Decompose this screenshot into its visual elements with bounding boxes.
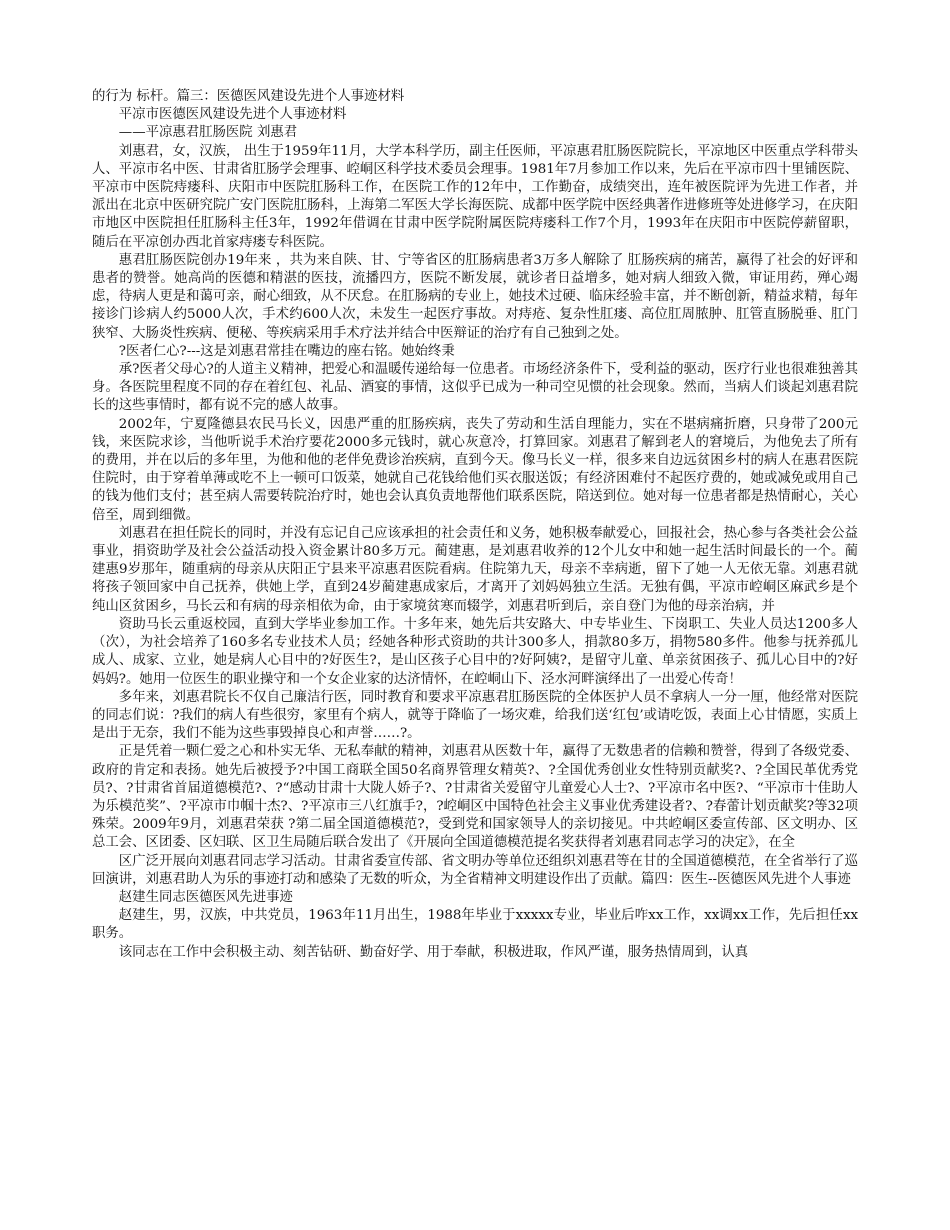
document-body <box>92 88 858 962</box>
paragraph: 赵建生同志医德医风先进事迹 <box>118 889 293 905</box>
paragraph: 平凉市医德医风建设先进个人事迹材料 <box>118 107 347 123</box>
paragraph: 2002年，宁夏隆德县农民马长义，因患严重的肛肠疾病，丧失了劳动和生活自理能力，实在不堪病痛折磨，只身带了200元钱，来医院求诊，当他听说手术治疗要花2000多元钱时，就心灰意冷，打算回家。刘惠君了解到老人的窘境后，为他免去了所有的费用，并在以后的多年里，为他和他的老伴免费诊治疾病，直到今天。像马长义一样，很多来自边远贫困乡村的病人在惠君医院住院时，由于穿着单薄或吃不上一顿可口饭菜，她就自己花钱给他们买衣服送饭；有经济困难付不起医疗费的，她或减免或用自己的钱为他们支付；甚至病人需要转院治疗时，她也会认真负责地帮他们联系医院，陪送到位。她对每一位患者都是热情耐心，关心倍至，周到细微。 <box>92 416 858 523</box>
paragraph: 赵建生，男，汉族，中共党员，1963年11月出生，1988年毕业于xxxxx专业，毕业后咋xx工作，xx调xx工作，先后担任xx职务。 <box>92 908 858 942</box>
paragraph: 承?医者父母心?的人道主义精神，把爱心和温暖传递给每一位患者。市场经济条件下，受利益的驱动，医疗行业也很难独善其身。各医院里程度不同的存在着红包、礼品、酒宴的事情，这似乎已成为一种司空见惯的社会现象。然而，当病人们谈起刘惠君院长的这些事情时，都有说不完的感人故事。 <box>92 362 858 414</box>
paragraph: ?医者仁心?---这是刘惠君常挂在嘴边的座右铭。她始终秉 <box>118 343 455 359</box>
paragraph: 多年来，刘惠君院长不仅自己廉洁行医，同时教育和要求平凉惠君肛肠医院的全体医护人员不拿病人一分一厘，他经常对医院的同志们说：?我们的病人有些很穷，家里有个病人，就等于降临了一场灾难，给我们送‘红包’或请吃饭，表面上心甘情愿，实质上是出于无奈，我们不能为这些事毁掉良心和声誉……?。 <box>92 689 858 742</box>
paragraph: 该同志在工作中会积极主动、刻苦钻研、勤奋好学、用于奉献，积极进取，作风严谨，服务热情周到，认真 <box>118 944 749 960</box>
paragraph: 刘惠君在担任院长的同时，并没有忘记自己应该承担的社会责任和义务，她积极奉献爱心，回报社会，热心参与各类社会公益事业，捐资助学及社会公益活动投入资金累计80多万元。蔺建惠，是刘惠君收养的12个儿女中和她一起生活时间最长的一个。蔺建惠9岁那年，随重病的母亲从庆阳正宁县来平凉惠君医院看病。住院第九天，母亲不幸病逝，留下了她一人无依无靠。刘惠君就将孩子领回家中自己抚养，供她上学，直到24岁蔺建惠成家后，才离开了刘妈妈独立生活。无独有偶，平凉市崆峒区麻武乡是个纯山区贫困乡，马长云和有病的母亲相依为命，由于家境贫寒而辍学，刘惠君听到后，亲自登门为他的母亲治病，并 <box>92 525 858 614</box>
paragraph: 区广泛开展向刘惠君同志学习活动。甘肃省委宣传部、省文明办等单位还组织刘惠君等在甘的全国道德模范，在全省举行了巡回演讲，刘惠君助人为乐的事迹打动和感染了无数的听众，为全省精神文明建设作出了贡献。篇四：医生--医德医风先进个人事迹 <box>92 853 858 887</box>
paragraph: 刘惠君，女，汉族， 出生于1959年11月，大学本科学历，副主任医师，平凉惠君肛肠医院院长，平凉地区中医重点学科带头人、平凉市名中医、甘肃省肛肠学会理事、崆峒区科学技术委员会理事。1981年7月参加工作以来，先后在平凉市四十里铺医院、平凉市中医院痔瘘科、庆阳市中医院肛肠科工作，在医院工作的12年中，工作勤奋，成绩突出，连年被医院评为先进工作者，并派出在北京中医研究院广安门医院肛肠科，上海第二军医大学长海医院、成都中医学院中医经典著作进修班等处进修学习，在庆阳市地区中医院担任肛肠科主任3年，1992年借调在甘肃中医学院附属医院痔瘘科工作7个月，1993年在庆阳市中医院停薪留职，随后在平凉创办西北首家痔瘘专科医院。 <box>92 143 858 250</box>
paragraph: 正是凭着一颗仁爱之心和朴实无华、无私奉献的精神，刘惠君从医数十年，赢得了无数患者的信赖和赞誉，得到了各级党委、政府的肯定和表扬。她先后被授予?中国工商联全国50名商界管理女精英?、?全国优秀创业女性特别贡献奖?、?全国民革优秀党员?、?甘肃省首届道德模范?、?“感动甘肃十大陇人娇子?、?甘肃省关爱留守儿童爱心人士?、?平凉市名中医?、“平凉市十佳助人为乐模范奖”、?平凉市巾帼十杰?、?平凉市三八红旗手?，?崆峒区中国特色社会主义事业优秀建设者?、?春蕾计划贡献奖?等32项殊荣。2009年9月，刘惠君荣获 ?第二届全国道德模范?，受到党和国家领导人的亲切接见。中共崆峒区委宣传部、区文明办、区总工会、区团委、区妇联、区卫生局随后联合发出了《开展向全国道德模范提名奖获得者刘惠君同志学习的决定》，在全 <box>92 744 858 851</box>
paragraph: ——平凉惠君肛肠医院 刘惠君 <box>118 125 298 141</box>
paragraph: 惠君肛肠医院创办19年来 ，共为来自陕、甘、宁等省区的肛肠病患者3万多人解除了 肛肠疾病的痛苦，赢得了社会的好评和患者的赞誉。她高尚的医德和精湛的医技，流播四方，医院不断发展，就诊者日益增多，她对病人细致入微，审证用药，殚心竭虑，待病人更是和蔼可亲，耐心细致，从不厌怠。在肛肠病的专业上，她技术过硬、临床经验丰富，并不断创新，精益求精，每年接诊门诊病人约5000人次，手术约600人次，未发生一起医疗事故。对痔疮、复杂性肛瘘、高位肛周脓肿、肛管直肠脱垂、肛门狭窄、大肠炎性疾病、便秘、等疾病采用手术疗法并结合中医辩证的治疗有自己独到之处。 <box>92 252 858 341</box>
paragraph: 的行为 标杆。篇三：医德医风建设先进个人事迹材料 <box>92 89 405 104</box>
paragraph: 资助马长云重返校园，直到大学毕业参加工作。十多年来，她先后共安路大、中专毕业生、下岗职工、失业人员达1200多人（次），为社会培养了160多名专业技术人员；经她各种形式资助的共计300多人，捐款80多万，捐物580多件。他参与抚养孤儿成人、成家、立业，她是病人心目中的?好医生?，是山区孩子心目中的?好阿姨?，是留守儿童、单亲贫困孩子、孤儿心目中的?好妈妈?。她用一位医生的职业操守和一个女企业家的达济情怀，在崆峒山下、泾水河畔演绎出了一出爱心传奇！ <box>92 616 858 687</box>
